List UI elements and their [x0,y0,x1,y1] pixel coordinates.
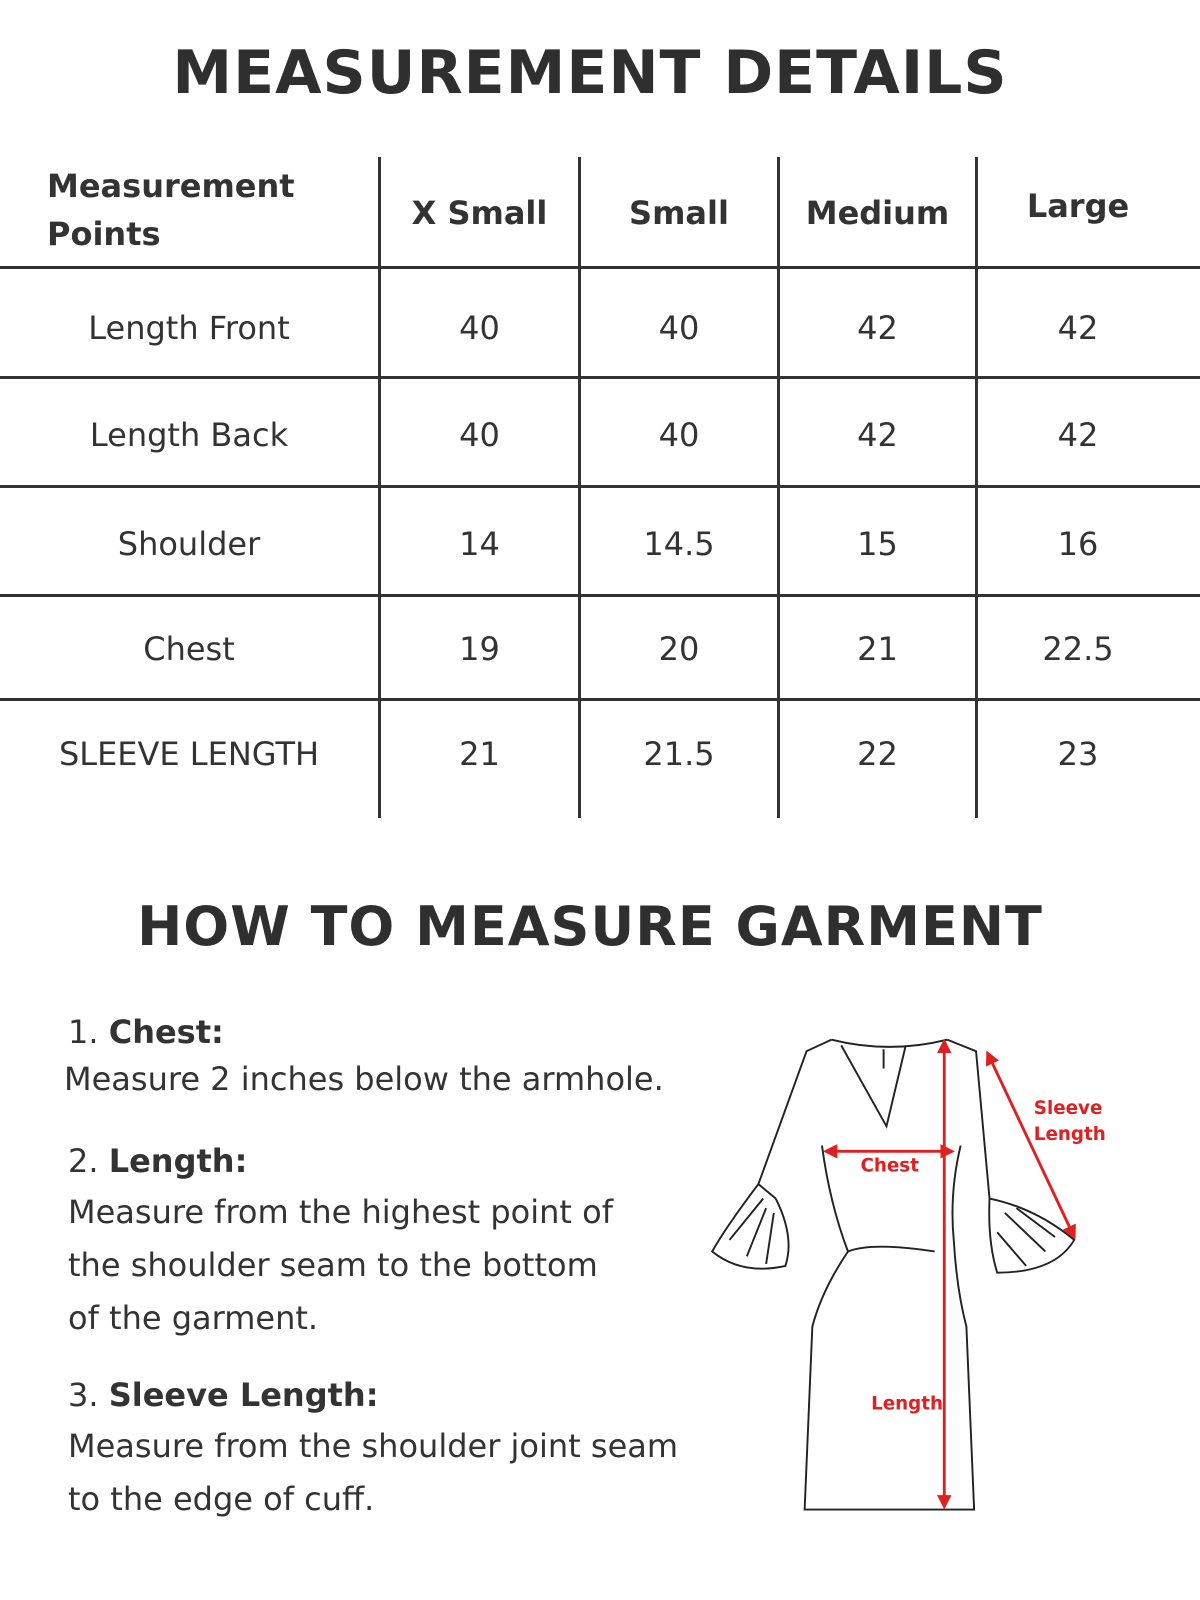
instruction-heading [68,1368,378,1422]
instruction-line: Measure 2 inches below the armhole. [64,1060,664,1098]
row-label: SLEEVE LENGTH [58,735,320,773]
table-cell: 42 [1057,415,1099,454]
instruction-title: Length: [108,1142,248,1180]
table-cell: 14.5 [643,524,715,563]
instruction-heading [68,1134,247,1188]
table-divider [0,594,1200,597]
table-cell: 42 [857,415,898,454]
sleeve-label-line-1: Sleeve [1033,1097,1103,1119]
table-divider [0,266,1200,269]
table-cell: 19 [459,630,500,668]
table-cell: 21 [459,735,500,773]
table-cell: 20 [658,630,700,668]
instruction-number: 1. [68,1013,99,1051]
instruction-line: Measure from the shoulder joint seam [68,1427,679,1465]
dress-outline [712,1040,1074,1510]
table-cell: 40 [658,415,700,454]
table-cell: 42 [1057,308,1099,347]
header-medium: Medium [805,194,950,232]
table-divider [0,376,1200,379]
table-divider [0,698,1200,701]
header-measurement-points: Measurement Points [47,167,295,253]
instruction-number: 2. [68,1142,99,1180]
table-cell: 21.5 [643,735,715,773]
instruction-heading [68,1005,224,1059]
row-label: Length Front [88,308,290,347]
table-cell: 42 [857,308,898,347]
header-large: Large [1026,187,1130,225]
row-label: Chest [143,630,235,668]
instruction-number: 3. [68,1376,99,1414]
header-x-small: X Small [411,194,548,232]
table-cell: 16 [1057,524,1099,563]
measurement-details-title: MEASUREMENT DETAILS [172,38,1008,108]
garment-diagram [705,1030,1145,1550]
row-label: Length Back [89,415,289,454]
table-cell: 40 [459,308,500,347]
length-label: Length [871,1393,943,1415]
instruction-line: to the edge of cuff. [68,1480,375,1518]
table-cell: 15 [857,524,898,563]
table-cell: 21 [857,630,898,668]
how-to-measure-title: HOW TO MEASURE GARMENT [137,895,1043,958]
chest-label: Chest [860,1155,919,1177]
table-cell: 22 [857,735,898,773]
instruction-line: of the garment. [68,1299,319,1337]
table-cell: 23 [1057,735,1099,773]
instruction-title: Sleeve Length: [108,1376,379,1414]
table-cell: 40 [459,415,500,454]
instruction-title: Chest: [108,1013,224,1051]
row-label: Shoulder [117,524,261,563]
instruction-line: Measure from the highest point of [68,1193,613,1231]
header-small: Small [629,194,729,232]
instruction-line: the shoulder seam to the bottom [68,1246,598,1284]
table-cell: 22.5 [1042,630,1114,668]
sleeve-label-line-2: Length [1033,1123,1106,1145]
table-cell: 40 [658,308,700,347]
table-cell: 14 [459,524,500,563]
table-divider [0,485,1200,488]
